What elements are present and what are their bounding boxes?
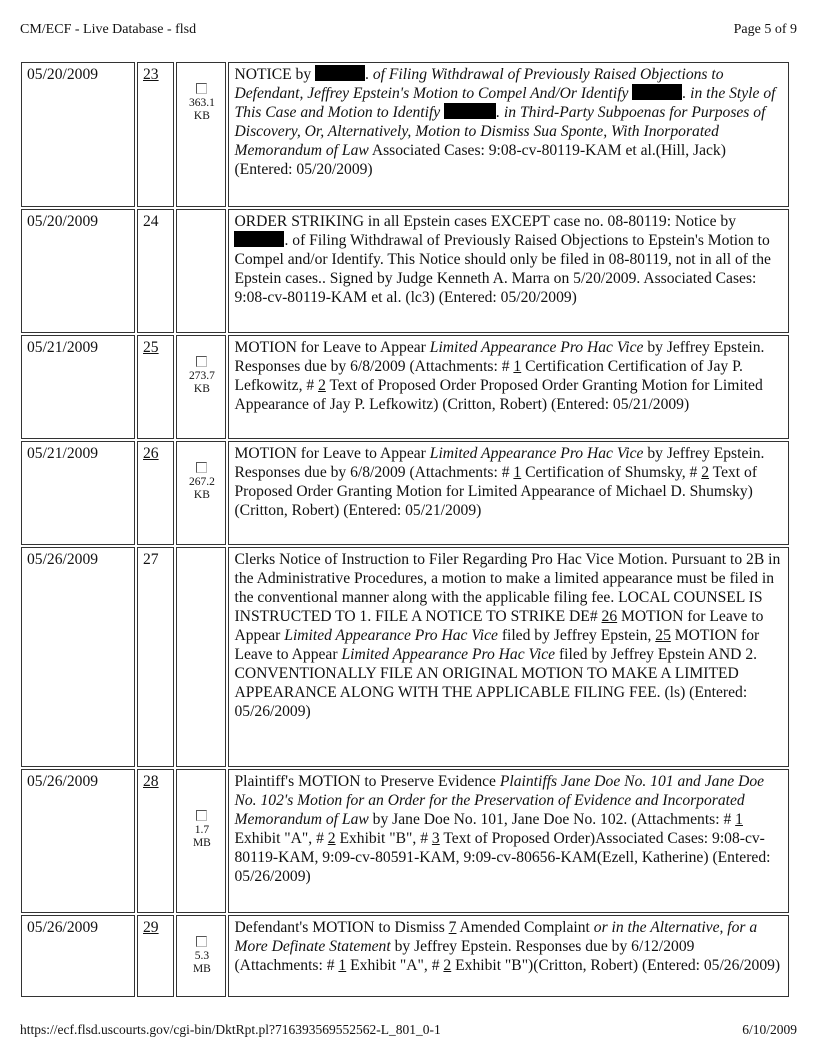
entry-number: 27 xyxy=(137,547,174,767)
print-date: 6/10/2009 xyxy=(742,1022,797,1037)
entry-number xyxy=(137,335,174,439)
attachment-link[interactable]: 2 xyxy=(318,377,326,394)
docket-link[interactable]: 7 xyxy=(448,919,457,936)
entry-date: 05/26/2009 xyxy=(21,547,135,767)
entry-date: 05/20/2009 xyxy=(21,209,135,333)
document-checkbox[interactable] xyxy=(196,83,207,94)
docket-link[interactable]: 26 xyxy=(601,608,618,625)
entry-text: Defendant's MOTION to Dismiss 7 Amended Complaint or in the Alternative, for a More Definate Statement by Jeffrey Epstein. Responses due by 6/12/2009 (Attachments: # 1 Exhibit "A", # 2 Exhibit "B")(Critton, Robert) (Entered: 05/26/2009) xyxy=(228,915,789,997)
document-checkbox[interactable] xyxy=(196,462,207,473)
document-cell xyxy=(176,335,226,439)
docket-entry-row xyxy=(21,441,789,545)
document-cell xyxy=(176,915,226,997)
entry-date: 05/26/2009 xyxy=(21,915,135,997)
entry-text: ORDER STRIKING in all Epstein cases EXCEPT case no. 08-80119: Notice by . of Filing Withdrawal of Previously Raised Objections to Epstein's Motion to Compel and/or Identify. This Notice should only be filed in 08-80119, not in all of the Epstein cases.. Signed by Judge Kenneth A. Marra on 5/20/2009. Associated Cases: 9:08-cv-80119-KAM et al. (lc3) (Entered: 05/20/2009) xyxy=(228,209,789,333)
entry-date: 05/21/2009 xyxy=(21,335,135,439)
entry-text: MOTION for Leave to Appear Limited Appearance Pro Hac Vice by Jeffrey Epstein. Responses due by 6/8/2009 (Attachments: # 1 Certification Certification of Jay P. Lefkowitz, # 2 Text of Proposed Order Proposed Order Granting Motion for Limited Appearance of Jay P. Lefkowitz) (Critton, Robert) (Entered: 05/21/2009) xyxy=(228,335,789,439)
attachment-link[interactable]: 2 xyxy=(443,957,452,974)
document-checkbox[interactable] xyxy=(196,810,207,821)
docket-entry-row xyxy=(21,547,789,767)
document-checkbox[interactable] xyxy=(196,936,207,947)
entry-text: Clerks Notice of Instruction to Filer Regarding Pro Hac Vice Motion. Pursuant to 2B in the Administrative Procedures, a motion to make a limited appearance must be filed in the conventional manner along with the applicable filing fee. LOCAL COUNSEL IS INSTRUCTED TO 1. FILE A NOTICE TO STRIKE DE# 26 MOTION for Leave to Appear Limited Appearance Pro Hac Vice filed by Jeffrey Epstein, 25 MOTION for Leave to Appear Limited Appearance Pro Hac Vice filed by Jeffrey Epstein AND 2. CONVENTIONALLY FILE AN ORIGINAL MOTION TO MAKE A LIMITED APPEARANCE ALONG WITH THE APPLICABLE FILING FEE. (ls) (Entered: 05/26/2009) xyxy=(228,547,789,767)
document-size: 5.3 xyxy=(194,950,210,962)
attachment-link[interactable]: 2 xyxy=(327,830,336,847)
entry-date: 05/26/2009 xyxy=(21,769,135,913)
docket-entry-row xyxy=(21,62,789,207)
entry-number xyxy=(137,915,174,997)
page-number: Page 5 of 9 xyxy=(733,22,797,37)
attachment-link[interactable]: 2 xyxy=(701,464,710,481)
entry-number xyxy=(137,62,174,207)
document-size-unit: KB xyxy=(193,110,210,122)
attachment-link[interactable]: 1 xyxy=(513,464,522,481)
document-cell xyxy=(176,769,226,913)
attachment-link[interactable]: 3 xyxy=(431,830,440,847)
entry-number-link[interactable]: 23 xyxy=(143,66,159,83)
docket-table xyxy=(19,60,791,999)
entry-text: Plaintiff's MOTION to Preserve Evidence Plaintiffs Jane Doe No. 101 and Jane Doe No. 102's Motion for an Order for the Preservation of Evidence and Incorporated Memorandum of Law by Jane Doe No. 101, Jane Doe No. 102. (Attachments: # 1 Exhibit "A", # 2 Exhibit "B", # 3 Text of Proposed Order)Associated Cases: 9:08-cv-80119-KAM, 9:09-cv-80591-KAM, 9:09-cv-80656-KAM(Ezell, Katherine) (Entered: 05/26/2009) xyxy=(228,769,789,913)
attachment-link[interactable]: 1 xyxy=(513,358,522,375)
page-url: https://ecf.flsd.uscourts.gov/cgi-bin/DktRpt.pl?716393569552562-L_801_0-1 xyxy=(20,1022,441,1037)
document-cell xyxy=(176,62,226,207)
entry-number-link[interactable]: 26 xyxy=(143,445,159,462)
attachment-link[interactable]: 1 xyxy=(735,811,743,828)
redaction-block xyxy=(234,231,284,247)
entry-date: 05/20/2009 xyxy=(21,62,135,207)
document-size: 1.7 xyxy=(194,824,210,836)
entry-text: NOTICE by . of Filing Withdrawal of Previously Raised Objections to Defendant, Jeffrey Epstein's Motion to Compel And/Or Identify . in the Style of This Case and Motion to Identify . in Third-Party Subpoenas for Purposes of Discovery, Or, Alternatively, Motion to Dismiss Sua Sponte, With Inorporated Memorandum of Law Associated Cases: 9:08-cv-80119-KAM et al.(Hill, Jack) (Entered: 05/20/2009) xyxy=(228,62,789,207)
docket-entry-row xyxy=(21,209,789,333)
docket-entry-row xyxy=(21,769,789,913)
document-size-unit: KB xyxy=(193,383,210,395)
page-header-title: CM/ECF - Live Database - flsd xyxy=(20,22,197,37)
document-size: 363.1 xyxy=(188,97,215,109)
docket-entry-row xyxy=(21,335,789,439)
document-size: 267.2 xyxy=(188,476,215,488)
entry-number-link[interactable]: 25 xyxy=(143,339,159,356)
entry-number xyxy=(137,769,174,913)
document-size-unit: MB xyxy=(192,963,211,975)
entry-date: 05/21/2009 xyxy=(21,441,135,545)
redaction-block xyxy=(632,84,682,100)
entry-number-link[interactable]: 29 xyxy=(143,919,159,936)
document-cell xyxy=(176,209,226,333)
entry-number-link[interactable]: 28 xyxy=(143,773,159,790)
entry-number: 24 xyxy=(137,209,174,333)
entry-number xyxy=(137,441,174,545)
redaction-block xyxy=(444,103,496,119)
redaction-block xyxy=(315,65,365,81)
document-size-unit: KB xyxy=(193,489,210,501)
docket-link[interactable]: 25 xyxy=(655,627,671,644)
docket-entry-row xyxy=(21,915,789,997)
document-checkbox[interactable] xyxy=(196,356,207,367)
document-size-unit: MB xyxy=(192,837,211,849)
document-cell xyxy=(176,547,226,767)
attachment-link[interactable]: 1 xyxy=(338,957,347,974)
entry-text: MOTION for Leave to Appear Limited Appearance Pro Hac Vice by Jeffrey Epstein. Responses due by 6/8/2009 (Attachments: # 1 Certification of Shumsky, # 2 Text of Proposed Order Granting Motion for Limited Appearance of Michael D. Shumsky)(Critton, Robert) (Entered: 05/21/2009) xyxy=(228,441,789,545)
document-cell xyxy=(176,441,226,545)
document-size: 273.7 xyxy=(188,370,215,382)
